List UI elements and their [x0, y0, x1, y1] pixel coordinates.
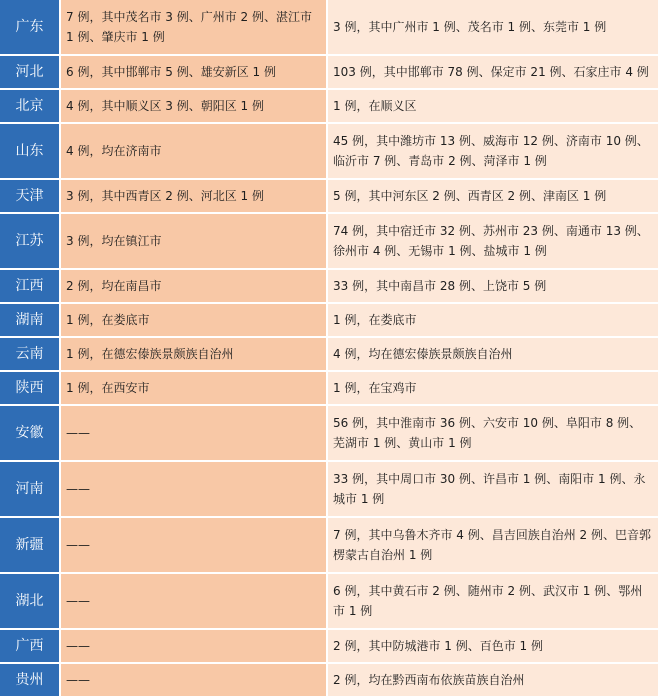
middle-cell: 4 例，均在济南市 — [61, 124, 328, 180]
table-row — [0, 90, 658, 124]
middle-cell: —— — [61, 518, 328, 574]
table-row — [0, 214, 658, 270]
province-cell: 新疆 — [0, 518, 61, 574]
middle-cell: 7 例，其中茂名市 3 例、广州市 2 例、湛江市 1 例、肇庆市 1 例 — [61, 0, 328, 56]
table-row — [0, 462, 658, 518]
right-cell: 5 例，其中河东区 2 例、西青区 2 例、津南区 1 例 — [328, 180, 658, 214]
middle-cell: 3 例，其中西青区 2 例、河北区 1 例 — [61, 180, 328, 214]
right-cell: 56 例，其中淮南市 36 例、六安市 10 例、阜阳市 8 例、芜湖市 1 例、黄山市 1 例 — [328, 406, 658, 462]
right-cell: 4 例，均在德宏傣族景颇族自治州 — [328, 338, 658, 372]
table-row — [0, 0, 658, 56]
table-row — [0, 304, 658, 338]
table-row — [0, 372, 658, 406]
province-cell: 广东 — [0, 0, 61, 56]
right-cell: 3 例，其中广州市 1 例、茂名市 1 例、东莞市 1 例 — [328, 0, 658, 56]
right-cell: 2 例，其中防城港市 1 例、百色市 1 例 — [328, 630, 658, 664]
middle-cell: 1 例，在西安市 — [61, 372, 328, 406]
table-row — [0, 664, 658, 698]
right-cell: 33 例，其中南昌市 28 例、上饶市 5 例 — [328, 270, 658, 304]
province-cell: 江西 — [0, 270, 61, 304]
province-cell: 北京 — [0, 90, 61, 124]
province-cell: 河北 — [0, 56, 61, 90]
right-cell: 6 例，其中黄石市 2 例、随州市 2 例、武汉市 1 例、鄂州市 1 例 — [328, 574, 658, 630]
middle-cell: 1 例，在娄底市 — [61, 304, 328, 338]
right-cell: 2 例，均在黔西南布依族苗族自治州 — [328, 664, 658, 698]
province-cell: 天津 — [0, 180, 61, 214]
right-cell: 1 例，在宝鸡市 — [328, 372, 658, 406]
right-cell: 1 例，在娄底市 — [328, 304, 658, 338]
table-row — [0, 338, 658, 372]
right-cell: 1 例，在顺义区 — [328, 90, 658, 124]
right-cell: 103 例，其中邯郸市 78 例、保定市 21 例、石家庄市 4 例 — [328, 56, 658, 90]
province-cell: 贵州 — [0, 664, 61, 698]
province-cell: 云南 — [0, 338, 61, 372]
middle-cell: —— — [61, 664, 328, 698]
middle-cell: 1 例，在德宏傣族景颇族自治州 — [61, 338, 328, 372]
province-cell: 广西 — [0, 630, 61, 664]
middle-cell: —— — [61, 406, 328, 462]
middle-cell: 6 例，其中邯郸市 5 例、雄安新区 1 例 — [61, 56, 328, 90]
province-cell: 山东 — [0, 124, 61, 180]
middle-cell: —— — [61, 630, 328, 664]
right-cell: 7 例，其中乌鲁木齐市 4 例、昌吉回族自治州 2 例、巴音郭楞蒙古自治州 1 例 — [328, 518, 658, 574]
middle-cell: 3 例，均在镇江市 — [61, 214, 328, 270]
province-cell: 河南 — [0, 462, 61, 518]
table-row — [0, 630, 658, 664]
right-cell: 45 例，其中潍坊市 13 例、威海市 12 例、济南市 10 例、临沂市 7 例、青岛市 2 例、菏泽市 1 例 — [328, 124, 658, 180]
middle-cell: —— — [61, 574, 328, 630]
middle-cell: —— — [61, 462, 328, 518]
right-cell: 33 例，其中周口市 30 例、许昌市 1 例、南阳市 1 例、永城市 1 例 — [328, 462, 658, 518]
table-row — [0, 56, 658, 90]
table-row — [0, 518, 658, 574]
middle-cell: 4 例，其中顺义区 3 例、朝阳区 1 例 — [61, 90, 328, 124]
table-row — [0, 574, 658, 630]
middle-cell: 2 例，均在南昌市 — [61, 270, 328, 304]
province-cell: 安徽 — [0, 406, 61, 462]
right-cell: 74 例，其中宿迁市 32 例、苏州市 23 例、南通市 13 例、徐州市 4 例、无锡市 1 例、盐城市 1 例 — [328, 214, 658, 270]
province-cell: 江苏 — [0, 214, 61, 270]
table-row — [0, 180, 658, 214]
table-row — [0, 406, 658, 462]
table-row — [0, 124, 658, 180]
province-cell: 湖南 — [0, 304, 61, 338]
province-cell: 陕西 — [0, 372, 61, 406]
province-cell: 湖北 — [0, 574, 61, 630]
table-row — [0, 270, 658, 304]
